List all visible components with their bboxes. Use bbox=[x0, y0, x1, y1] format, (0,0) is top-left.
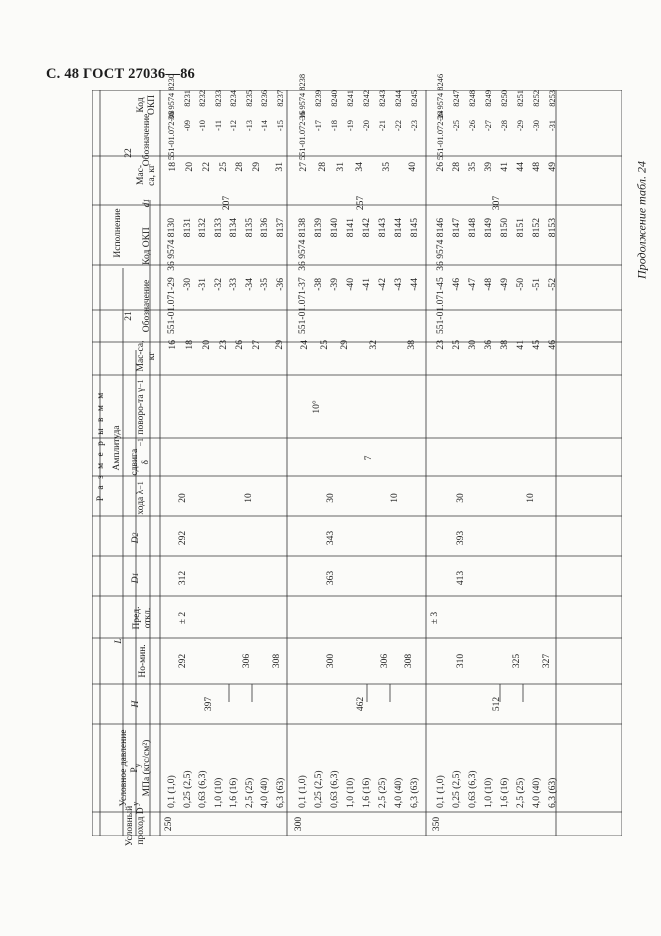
L-nom-250-c: 308 bbox=[271, 653, 282, 669]
mass-22-350: 26 28 35 39 41 44 48 49 bbox=[434, 162, 558, 172]
stroke-350-b: 10 bbox=[525, 493, 536, 503]
header-D1: D 1 bbox=[130, 572, 141, 584]
okp-22-300: 36 9574 8238 8239 8240 8241 8242 8243 8244 8245 bbox=[297, 73, 419, 120]
table-continuation-label: Продолжение табл. 24 bbox=[634, 161, 649, 279]
H-250: 397 bbox=[203, 696, 214, 712]
pressure-list-300: 0,1 (1,0) 0,25 (2,5) 0,63 (6,3) 1,0 (10) 1,6 (16) 2,5 (25) 4,0 (40) 6,3 (63) bbox=[296, 770, 420, 808]
designation-21-300: 551-01.071-37 -38 -39 -40 -41 -42 -43 -44 bbox=[296, 277, 420, 334]
designation-21-350: 551-01.071-45 -46 -47 -48 -49 -50 -51 -52 bbox=[434, 277, 558, 334]
D1-300: 363 bbox=[325, 570, 336, 586]
designation-22-250: 551-01.072-08 -09 -10 -11 -12 -13 -14 -15 bbox=[167, 110, 285, 160]
d1-300: 257 bbox=[355, 195, 366, 211]
L-nom-300-c: 308 bbox=[403, 653, 414, 669]
header-pressure: Условное давление $P_у$ МПа (кгс/см²) bbox=[119, 729, 152, 807]
L-nom-250-b: 306 bbox=[241, 653, 252, 669]
D1-250: 312 bbox=[177, 570, 188, 586]
header-L-nominal: Но-мин. bbox=[137, 644, 148, 678]
D2-300: 343 bbox=[325, 530, 336, 546]
header-mass-22: Мас-са, кг bbox=[136, 164, 157, 186]
L-nom-350-a: 310 bbox=[455, 653, 466, 669]
okp-21-300: 36 9574 8138 8139 8140 8141 8142 8143 8144 8145 bbox=[296, 218, 420, 271]
header-rotation: поворо-та γ −1 bbox=[135, 379, 146, 435]
mass-21-300: 24 25 29 32 38 bbox=[298, 340, 418, 350]
header-okp-22: Код ОКП bbox=[136, 94, 157, 116]
d1-250: 207 bbox=[221, 195, 232, 211]
header-dn: Условный проход D у bbox=[125, 801, 146, 847]
D2-350: 393 bbox=[455, 530, 466, 546]
okp-22-350: 36 9574 8246 8247 8248 8249 8250 8251 8252 8253 bbox=[435, 73, 557, 120]
page-header: С. 48 ГОСТ 27036—86 bbox=[46, 66, 195, 82]
designation-21-250: 551-01.071-29 -30 -31 -32 -33 -34 -35 -36 bbox=[166, 277, 286, 334]
L-nom-250-a: 292 bbox=[177, 653, 188, 669]
header-L: L bbox=[113, 638, 124, 644]
designation-22-350: 551-01.072-24 -25 -26 -27 -28 -29 -30 -31 bbox=[435, 110, 557, 160]
L-nom-300-b: 306 bbox=[379, 653, 390, 669]
stroke-250-b: 10 bbox=[243, 493, 254, 503]
stroke-350-a: 30 bbox=[455, 493, 466, 503]
okp-21-350: 36 9574 8146 8147 8148 8149 8150 8151 8152 8153 bbox=[434, 218, 558, 271]
D1-350: 413 bbox=[455, 570, 466, 586]
okp-22-250: 36 9574 8230 8231 8232 8233 8234 8235 8236 8237 bbox=[167, 73, 285, 120]
okp-21-250: 36 9574 8130 8131 8132 8133 8134 8135 8136 8137 bbox=[166, 218, 286, 271]
header-execution-21: 21 bbox=[123, 311, 134, 321]
mass-22-300: 27 28 31 34 35 40 bbox=[297, 162, 419, 172]
stroke-250-a: 20 bbox=[177, 493, 188, 503]
header-shift: сдвига δ −1 bbox=[130, 438, 151, 476]
designation-22-300: 551-01.072-16 -17 -18 -19 -20 -21 -22 -23 bbox=[297, 110, 419, 160]
mass-21-350: 23 25 30 36 38 41 45 46 bbox=[434, 340, 558, 350]
shift-300: 7 bbox=[363, 455, 374, 461]
D2-250: 292 bbox=[177, 530, 188, 546]
header-designation-21: Обозначение bbox=[141, 279, 152, 333]
L-nom-350-c: 327 bbox=[541, 653, 552, 669]
data-table bbox=[92, 73, 622, 847]
H-350: 512 bbox=[491, 696, 502, 712]
mass-21-250: 16 18 20 23 26 27 29 bbox=[166, 340, 286, 350]
header-okp-21: Код ОКП bbox=[141, 227, 152, 265]
header-stroke: хода λ −1 bbox=[135, 481, 146, 515]
header-designation-22: Обозначение bbox=[141, 113, 152, 167]
header-H: H bbox=[130, 700, 141, 708]
table-rotated-content bbox=[92, 73, 622, 847]
d1-350: 307 bbox=[491, 195, 502, 211]
dn-250: 250 bbox=[163, 816, 174, 832]
header-L-tolerance: Пред. откл. bbox=[132, 606, 153, 630]
L-nom-300-a: 300 bbox=[325, 653, 336, 669]
header-amplitude: Амплитуда bbox=[111, 425, 122, 471]
dn-300: 300 bbox=[293, 816, 304, 832]
H-300: 462 bbox=[355, 696, 366, 712]
header-mass-21: Мас-са, кг bbox=[136, 340, 157, 372]
L-tol-350: ± 3 bbox=[429, 611, 440, 625]
header-D2: D 2 bbox=[130, 532, 141, 544]
header-execution: Исполнение bbox=[112, 208, 123, 258]
mass-22-250: 18 20 22 25 28 29 31 bbox=[166, 162, 286, 172]
rotation-300: 10° bbox=[311, 400, 322, 414]
stroke-300-b: 10 bbox=[389, 493, 400, 503]
header-execution-22: 22 bbox=[123, 148, 134, 158]
table-caption: Р а з м е р ы в м м bbox=[95, 390, 106, 502]
stroke-300-a: 30 bbox=[325, 493, 336, 503]
L-nom-350-b: 325 bbox=[511, 653, 522, 669]
dn-350: 350 bbox=[431, 816, 442, 832]
header-d1: d 1 bbox=[141, 198, 152, 208]
pressure-list-250: 0,1 (1,0) 0,25 (2,5) 0,63 (6,3) 1,0 (10) 1,6 (16) 2,5 (25) 4,0 (40) 6,3 (63) bbox=[166, 770, 286, 808]
pressure-list-350: 0,1 (1,0) 0,25 (2,5) 0,63 (6,3) 1,0 (10) 1,6 (16) 2,5 (25) 4,0 (40) 6,3 (63) bbox=[434, 770, 558, 808]
L-tol-250: ± 2 bbox=[177, 611, 188, 625]
